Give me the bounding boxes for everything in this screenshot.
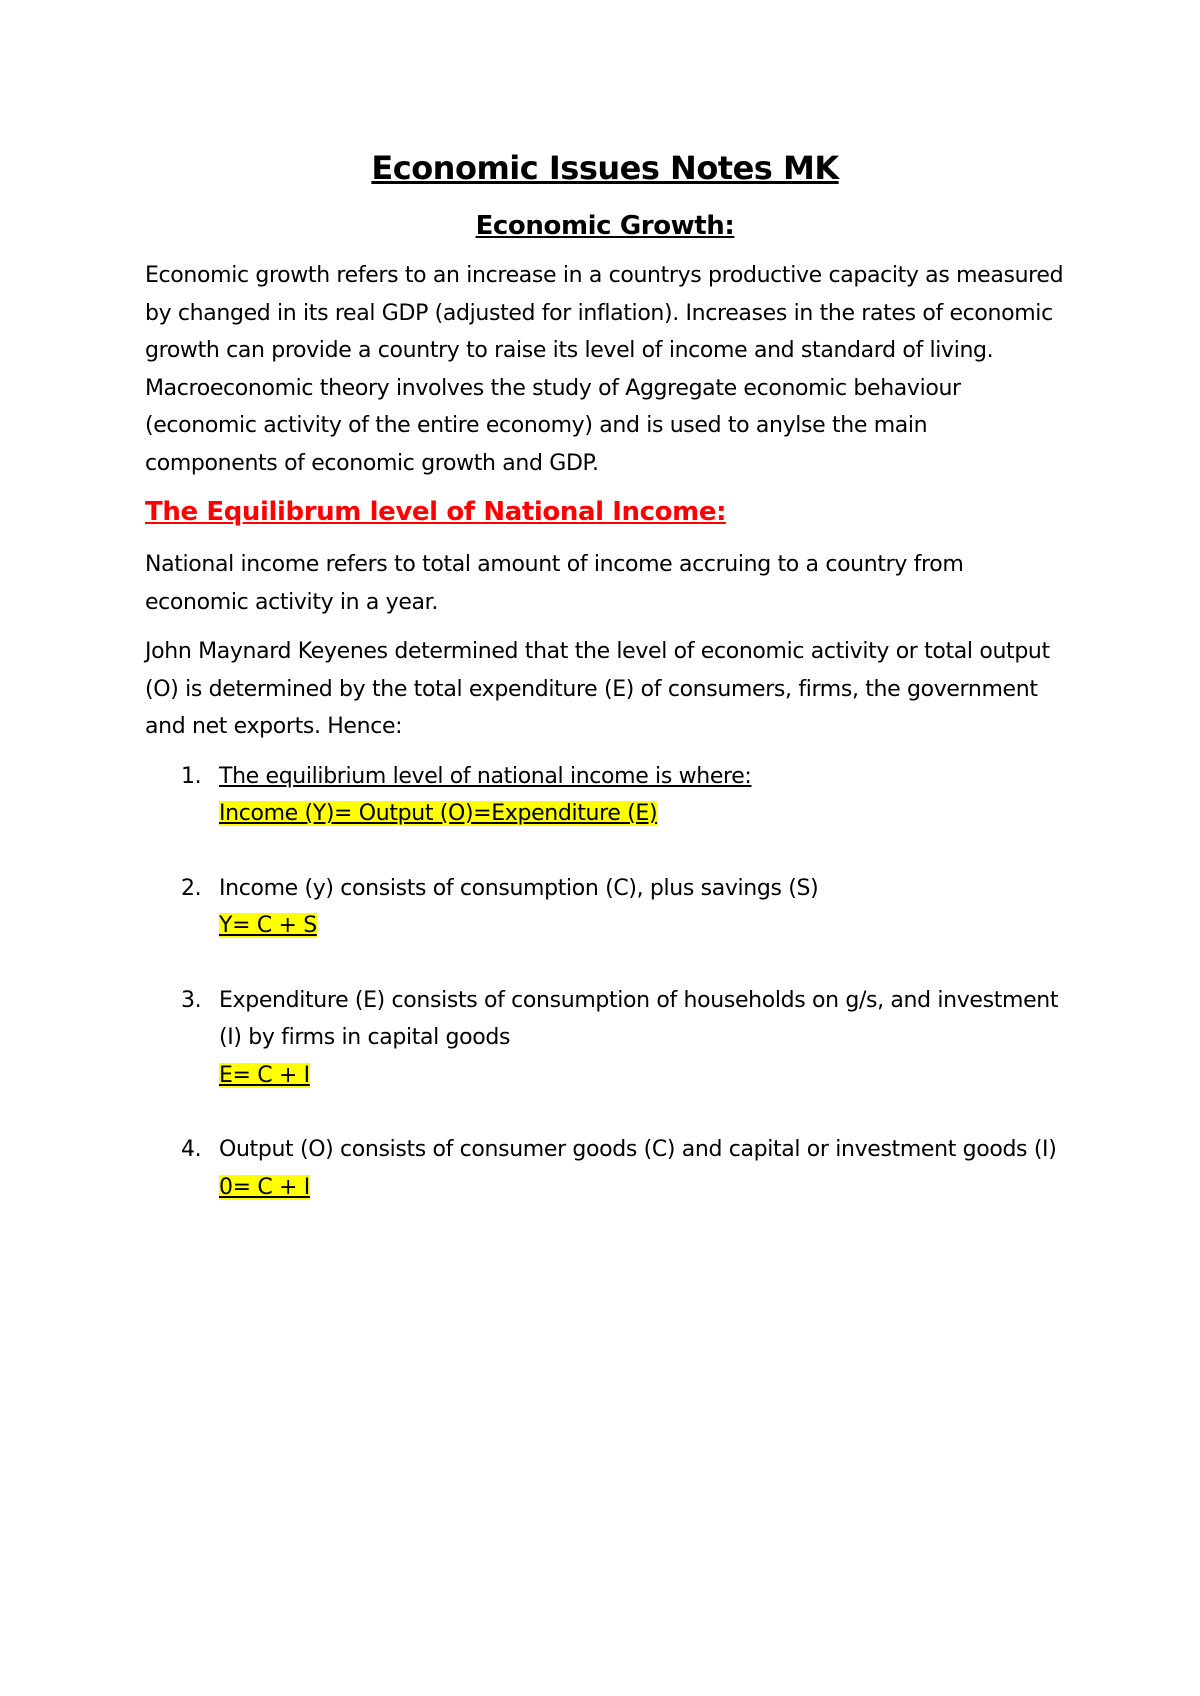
list-item [145, 758, 1065, 833]
list-item [145, 1131, 1065, 1206]
list-item-text: The equilibrium level of national income is where: [219, 763, 752, 789]
document-title: Economic Issues Notes MK [371, 149, 839, 187]
paragraph-keynes: John Maynard Keyenes determined that the level of economic activity or total output (O) is determined by the total expenditure (E) of consumers, firms, the government and net exports. Hence: [145, 639, 1050, 740]
list-item-text: Expenditure (E) consists of consumption of households on g/s, and investment (I) by firms in capital goods [219, 987, 1059, 1051]
document-body [145, 148, 1065, 1243]
paragraph-national-income: National income refers to total amount of income accruing to a country from economic activity in a year. [145, 552, 964, 615]
list-number: 3. [181, 987, 202, 1013]
section-heading-equilibrium: The Equilibrum level of National Income: [145, 497, 727, 528]
paragraph-economic-growth: Economic growth refers to an increase in a countrys productive capacity as measured by changed in its real GDP (adjusted for inflation). Increases in the rates of economic growth can provide a country to raise its level of income and standard of living. Macroeconomic theory involves the study of Aggregate economic behaviour (economic activity of the entire economy) and is used to anylse the main components of economic growth and GDP. [145, 263, 1064, 476]
list-number: 2. [181, 875, 202, 901]
list-item [145, 870, 1065, 945]
equilibrium-list [145, 758, 1065, 1207]
list-number: 4. [181, 1137, 202, 1163]
list-number: 1. [181, 763, 202, 789]
list-item [145, 982, 1065, 1095]
formula-highlight: Income (Y)= Output (O)=Expenditure (E) [219, 801, 658, 827]
list-item-text: Output (O) consists of consumer goods (C) and capital or investment goods (I) [219, 1137, 1057, 1163]
formula-highlight: Y= C + S [219, 913, 317, 939]
formula-highlight: E= C + I [219, 1062, 310, 1088]
formula-highlight: 0= C + I [219, 1174, 310, 1200]
list-item-text: Income (y) consists of consumption (C), plus savings (S) [219, 875, 819, 901]
section-heading-economic-growth: Economic Growth: [475, 210, 735, 241]
